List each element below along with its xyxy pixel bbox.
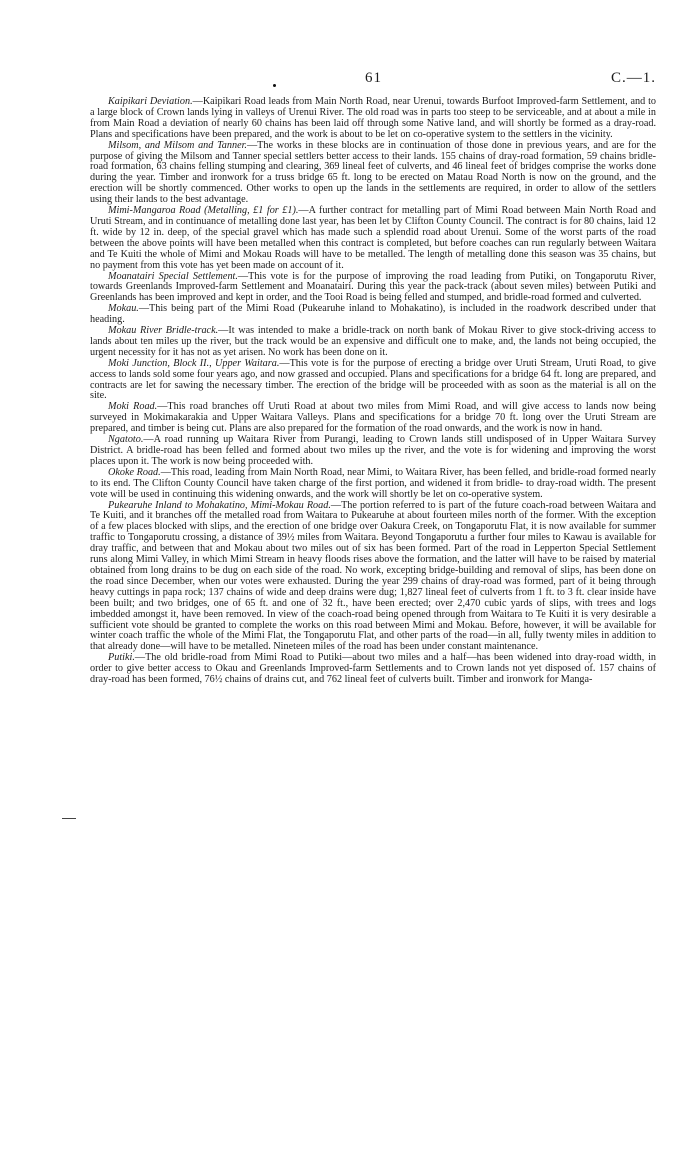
text-mokau: —This being part of the Mimi Road (Pukearuhe inland to Mohakatino), is included in the roadwork described under that heading. — [90, 303, 656, 326]
text-ngatoto: —A road running up Waitara River from Purangi, leading to Crown lands still undisposed of in Upper Waitara Survey District. A bridle-road has been felled and formed about two miles up the river, and the vote is for widening and improving the worst places upon it. The work is now being proceeded with. — [90, 434, 656, 467]
heading-mokau: Mokau. — [108, 303, 139, 315]
text-mimi-mangaroa: —A further contract for metalling part of Mimi Road between Main North Road and Uruti Stream, and in continuance of metalling done last year, has been let by Clifton County Council. The contract is for 80 chains, laid 12 ft. wide by 12 in. deep, of the special gravel which has made such a splendid road about Urenui. Some of the worst parts of the road between the above points will have been metalled when this contract is completed, but before coaches can run regularly between Waitara and Te Kuiti the whole of Mimi and Mokau Roads will have to be metalled. The length of metalling done this season was 35 chains, but no payment from this vote has yet been made on account of it. — [90, 205, 656, 271]
heading-mimi-mangaroa: Mimi-Mangaroa Road (Metalling, £1 for £1). — [108, 205, 299, 217]
paragraph-moki-junction — [90, 359, 656, 403]
text-moki-road: —This road branches off Uruti Road at about two miles from Mimi Road, and will give access to lands now being surveyed in Mokimakarakia and Upper Waitara Valleys. Plans and specifications for a bridge 70 ft. long over the Uruti Stream are prepared, and timber is being cut. Plans are also prepared for the formation of the road onwards, and the work is now in hand. — [90, 401, 656, 435]
text-pukearuhe: —The portion referred to is part of the future coach-road between Waitara and Te Kuiti, and it branches off the metalled road from Waitara to Pukearuhe at about fourteen miles north of the former. With the exception of a few places blocked with slips, and the erection of one bridge over Oakura Creek, on Tongaporutu Flat, it is now available for summer traffic to Tongaporutu crossing, a distance of 39½ miles from Waitara. Beyond Tongaporutu a further four miles to Kawau is available for dray traffic, and between that and Mokau about two miles out of six has been formed. Part of the road in Lepperton Special Settlement runs along Mimi Valley, in which Mimi Stream in heavy floods rises above the formation, and the latter will have to be raised by material obtained from long drains to be dug on each side of the road. No work, excepting bridge-building and removal of slips, has been done on the road since December, when our votes were exhausted. During the year 299 chains of dray-road was formed, part of it being through heavy cuttings in papa rock; 137 chains of wide and deep drains were dug; 1,827 lineal feet of culverts from 1 ft. to 3 ft. clear inside have been built; and two bridges, one of 65 ft. and one of 32 ft., have been erected; over 2,470 cubic yards of slips, with trees and logs imbedded amongst it, have been removed. In view of the coach-road being opened through from Waitara to Te Kuiti it is very desirable a sufficient vote should be granted to complete the works on this road between Mimi and Mokau. Before, however, it will be available for winter coach traffic the whole of the Mimi Flat, the Tongaporutu Flat, and other parts of the road—in all, fully twenty miles in addition to that already done—will have to be metalled. Nineteen miles of the road has been under constant maintenance. — [90, 499, 656, 653]
page-number: 61 — [365, 70, 382, 86]
text-mokau-bridle-track: —It was intended to make a bridle-track on north bank of Mokau River to give stock-driving access to lands about ten miles up the river, but the track would be an expensive and difficult one to make, and, the lands not being occupied, the urgent necessity for it has not as yet arisen. No work has been done on it. — [90, 325, 657, 358]
document-reference: C.—1. — [610, 70, 656, 86]
text-milsom: —The works in these blocks are in continuation of those done in previous years, and are for the purpose of giving the Milsom and Tanner special settlers better access to their lands. 155 chains of dray-road formation, 59 chains bridle-road formation, 63 chains felling stumping and clearing, 369 lineal feet of culverts, and 46 lineal feet of bridges comprise the works done during the year. Timber and ironwork for a truss bridge 65 ft. long to be erected on Matau Road North is now on the ground, and the erection will be shortly commenced. Other works to open up the lands in the settlements are required, in order to allow of the settlers using their lands to the best advantage. — [90, 139, 656, 206]
document-body — [90, 97, 656, 686]
heading-mokau-bridle-track: Mokau River Bridle-track. — [108, 325, 219, 337]
text-okoke: —This road, leading from Main North Road, near Mimi, to Waitara River, has been felled, and bridle-road formed nearly to its end. The Clifton County Council have taken charge of the first portion, and widened it from bridle- to dray-road width. The present vote will be used in continuing this widening onwards, and the work will shortly be let on co-operative system. — [90, 466, 656, 500]
paragraph-mokau-bridle-track — [90, 326, 656, 359]
heading-kaipikari: Kaipikari Deviation. — [108, 96, 193, 107]
paragraph-pukearuhe — [90, 501, 656, 654]
paragraph-milsom — [90, 141, 656, 206]
text-putiki: —The old bridle-road from Mimi Road to Putiki—about two miles and a half—has been widened into dray-road width, in order to give better access to Okau and Greenlands Improved-farm Settlements and to Crown lands not yet disposed of. 157 chains of dray-road has been formed, 76½ chains of drains cut, and 762 lineal feet of culverts built. Timber and ironwork for Manga- — [90, 652, 656, 686]
paragraph-okoke — [90, 468, 656, 501]
heading-putiki: Putiki. — [108, 652, 135, 664]
heading-moki-road: Moki Road. — [108, 401, 158, 413]
paragraph-moanatairi — [90, 272, 656, 305]
paragraph-mimi-mangaroa — [90, 206, 656, 271]
text-kaipikari: —Kaipikari Road leads from Main North Road, near Urenui, towards Burfoot Improved-farm Settlement, and to a large block of Crown lands lying in valleys of Urenui River. The old road was in parts too steep to be serviceable, and at about a mile in from Main Road a deviation of nearly 60 chains has been laid off through some Native land, and will shortly be formed as a dray-road. Plans and specifications have been prepared, and the work is about to be let on co-operative system to the settlers in the vicinity. — [90, 96, 656, 140]
heading-okoke: Okoke Road. — [108, 466, 161, 478]
paragraph-mokau — [90, 304, 656, 326]
paragraph-moki-road — [90, 402, 656, 435]
text-moki-junction: —This vote is for the purpose of erecting a bridge over Uruti Stream, Uruti Road, to give access to lands sold some four years ago, and now grassed and occupied. Plans and specifications for a bridge 64 ft. long are prepared, and contracts are let for sawing the necessary timber. The erection of the bridge will be proceeded with as soon as the material is all on the site. — [90, 357, 656, 402]
margin-mark — [62, 818, 76, 819]
print-speck — [273, 84, 276, 87]
page-header — [90, 70, 656, 90]
heading-moanatairi: Moanatairi Special Settlement. — [108, 270, 238, 282]
heading-moki-junction: Moki Junction, Block II., Upper Waitara. — [108, 357, 280, 369]
text-moanatairi: —This vote is for the purpose of improving the road leading from Putiki, on Tongaporutu River, towards Greenlands Improved-farm Settlement and Moanatairi. During this year the pack-track (about seven miles) between Putiki and Greenlands has been improved and kept in order, and the Tooi Road is being felled and stumped, and bridle-road formed and culverted. — [90, 270, 657, 304]
paragraph-putiki — [90, 653, 656, 686]
heading-pukearuhe: Pukearuhe Inland to Mohakatino, Mimi-Mokau Road. — [108, 499, 331, 511]
heading-ngatoto: Ngatoto. — [108, 434, 144, 446]
paragraph-kaipikari — [90, 97, 656, 141]
heading-milsom: Milsom, and Milsom and Tanner. — [108, 139, 247, 151]
paragraph-ngatoto — [90, 435, 656, 468]
